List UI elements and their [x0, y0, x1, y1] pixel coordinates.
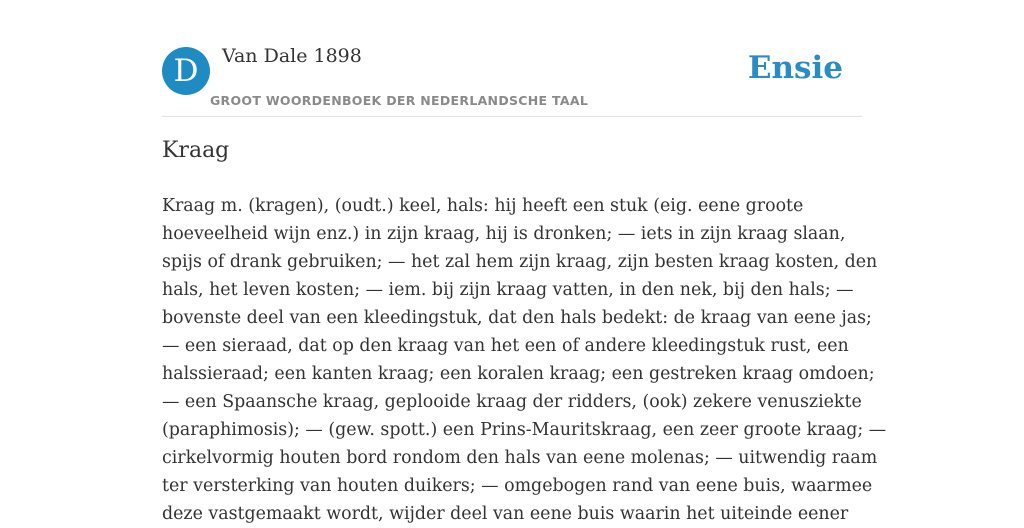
dictionary-title[interactable]: Van Dale 1898 — [222, 45, 362, 67]
definition-line: (paraphimosis); — (gew. spott.) een Prins-Mauritskraag, een zeer groote kraag; — — [162, 420, 887, 440]
dictionary-logo-icon: D — [162, 47, 210, 95]
dictionary-subtitle: GROOT WOORDENBOEK DER NEDERLANDSCHE TAAL — [210, 93, 589, 108]
definition-line: cirkelvormig houten bord rondom den hals van eene molenas; — uitwendig raam — [162, 448, 878, 468]
definition-line: — een Spaansche kraag, geplooide kraag der ridders, (ook) zekere venusziekte — [162, 392, 862, 412]
definition-line: hoeveelheid wijn enz.) in zijn kraag, hij is dronken; — iets in zijn kraag slaan, — [162, 224, 846, 244]
definition-line: Kraag m. (kragen), (oudt.) keel, hals: hij heeft een stuk (eig. eene groote — [162, 196, 804, 216]
brand-logo[interactable]: Ensie — [747, 50, 843, 86]
entry-definition — [162, 192, 887, 528]
definition-line: bovenste deel van een kleedingstuk, dat den hals bedekt: de kraag van eene jas; — [162, 308, 872, 328]
definition-line: — een sieraad, dat op den kraag van het een of andere kleedingstuk rust, een — [162, 336, 849, 356]
definition-line: ter versterking van houten duikers; — omgebogen rand van eene buis, waarmee — [162, 476, 873, 496]
definition-line: halssieraad; een kanten kraag; een koralen kraag; een gestreken kraag omdoen; — [162, 364, 875, 384]
definition-line: hals, het leven kosten; — iem. bij zijn kraag vatten, in den nek, bij den hals; — — [162, 280, 854, 300]
definition-line: deze vastgemaakt wordt, wijder deel van eene buis waarin het uiteinde eener — [162, 504, 849, 524]
entry-headword: Kraag — [162, 138, 230, 163]
definition-line: spijs of drank gebruiken; — het zal hem zijn kraag, zijn besten kraag kosten, den — [162, 252, 878, 272]
dictionary-header — [162, 40, 862, 117]
